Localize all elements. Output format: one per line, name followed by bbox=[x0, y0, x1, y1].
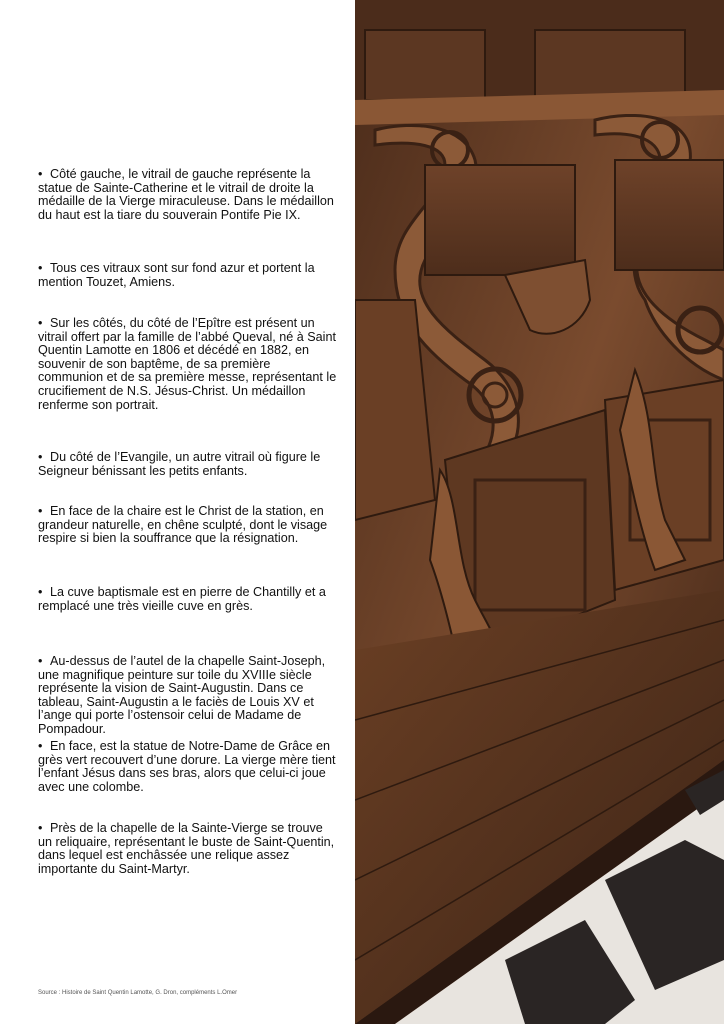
source-credit: Source : Histoire de Saint Quentin Lamotte, G. Dron, compléments L.Omer bbox=[38, 990, 238, 996]
paragraph-7: • Au-dessus de l’autel de la chapelle Saint-Joseph, une magnifique peinture sur toile du XVIIIe siècle représente la vision de Saint-Augustin. Dans ce tableau, Saint-Augustin a le faciès de Louis XV et l’ange qui porte l’ostensoir celui de Madame de Pompadour. bbox=[38, 654, 326, 736]
paragraph-6: • La cuve baptismale est en pierre de Chantilly et a remplacé une très vieille cuve en grès. bbox=[38, 585, 326, 613]
paragraph-5: • En face de la chaire est le Christ de la station, en grandeur naturelle, en chêne sculpté, dont le visage respire si bien la souffrance que la résignation. bbox=[38, 504, 328, 546]
paragraph-4: • Du côté de l’Evangile, un autre vitrail où figure le Seigneur bénissant les petits enfants. bbox=[38, 450, 321, 478]
text-column bbox=[0, 0, 355, 1024]
choir-stalls-illustration bbox=[355, 0, 724, 1024]
paragraph-1: • Côté gauche, le vitrail de gauche représente la statue de Sainte-Catherine et le vitrail de droite la médaille de la Vierge miraculeuse. Dans le médaillon du haut est la tiare du souverain Pontife Pie IX. bbox=[38, 167, 334, 222]
paragraph-8: • En face, est la statue de Notre-Dame de Grâce en grès vert recouvert d’une dorure. La vierge mère tient l’enfant Jésus dans ses bras, alors que celui-ci joue avec une colombe. bbox=[38, 739, 336, 794]
paragraph-3: • Sur les côtés, du côté de l’Epître est présent un vitrail offert par la famille de l’abbé Queval, né à Saint Quentin Lamotte en 1806 et décédé en 1882, en souvenir de son baptême, de sa première communion et de sa première messe, représentant le crucifiement de N.S. Jésus-Christ. Un médaillon renferme son portrait. bbox=[38, 316, 337, 412]
paragraph-9: • Près de la chapelle de la Sainte-Vierge se trouve un reliquaire, représentant le buste de Saint-Quentin, dans lequel est enchâssée une relique assez importante du Saint-Martyr. bbox=[38, 821, 335, 876]
paragraph-2: • Tous ces vitraux sont sur fond azur et portent la mention Touzet, Amiens. bbox=[38, 261, 315, 289]
carved-wooden-choir-stalls-photo bbox=[355, 0, 724, 1024]
